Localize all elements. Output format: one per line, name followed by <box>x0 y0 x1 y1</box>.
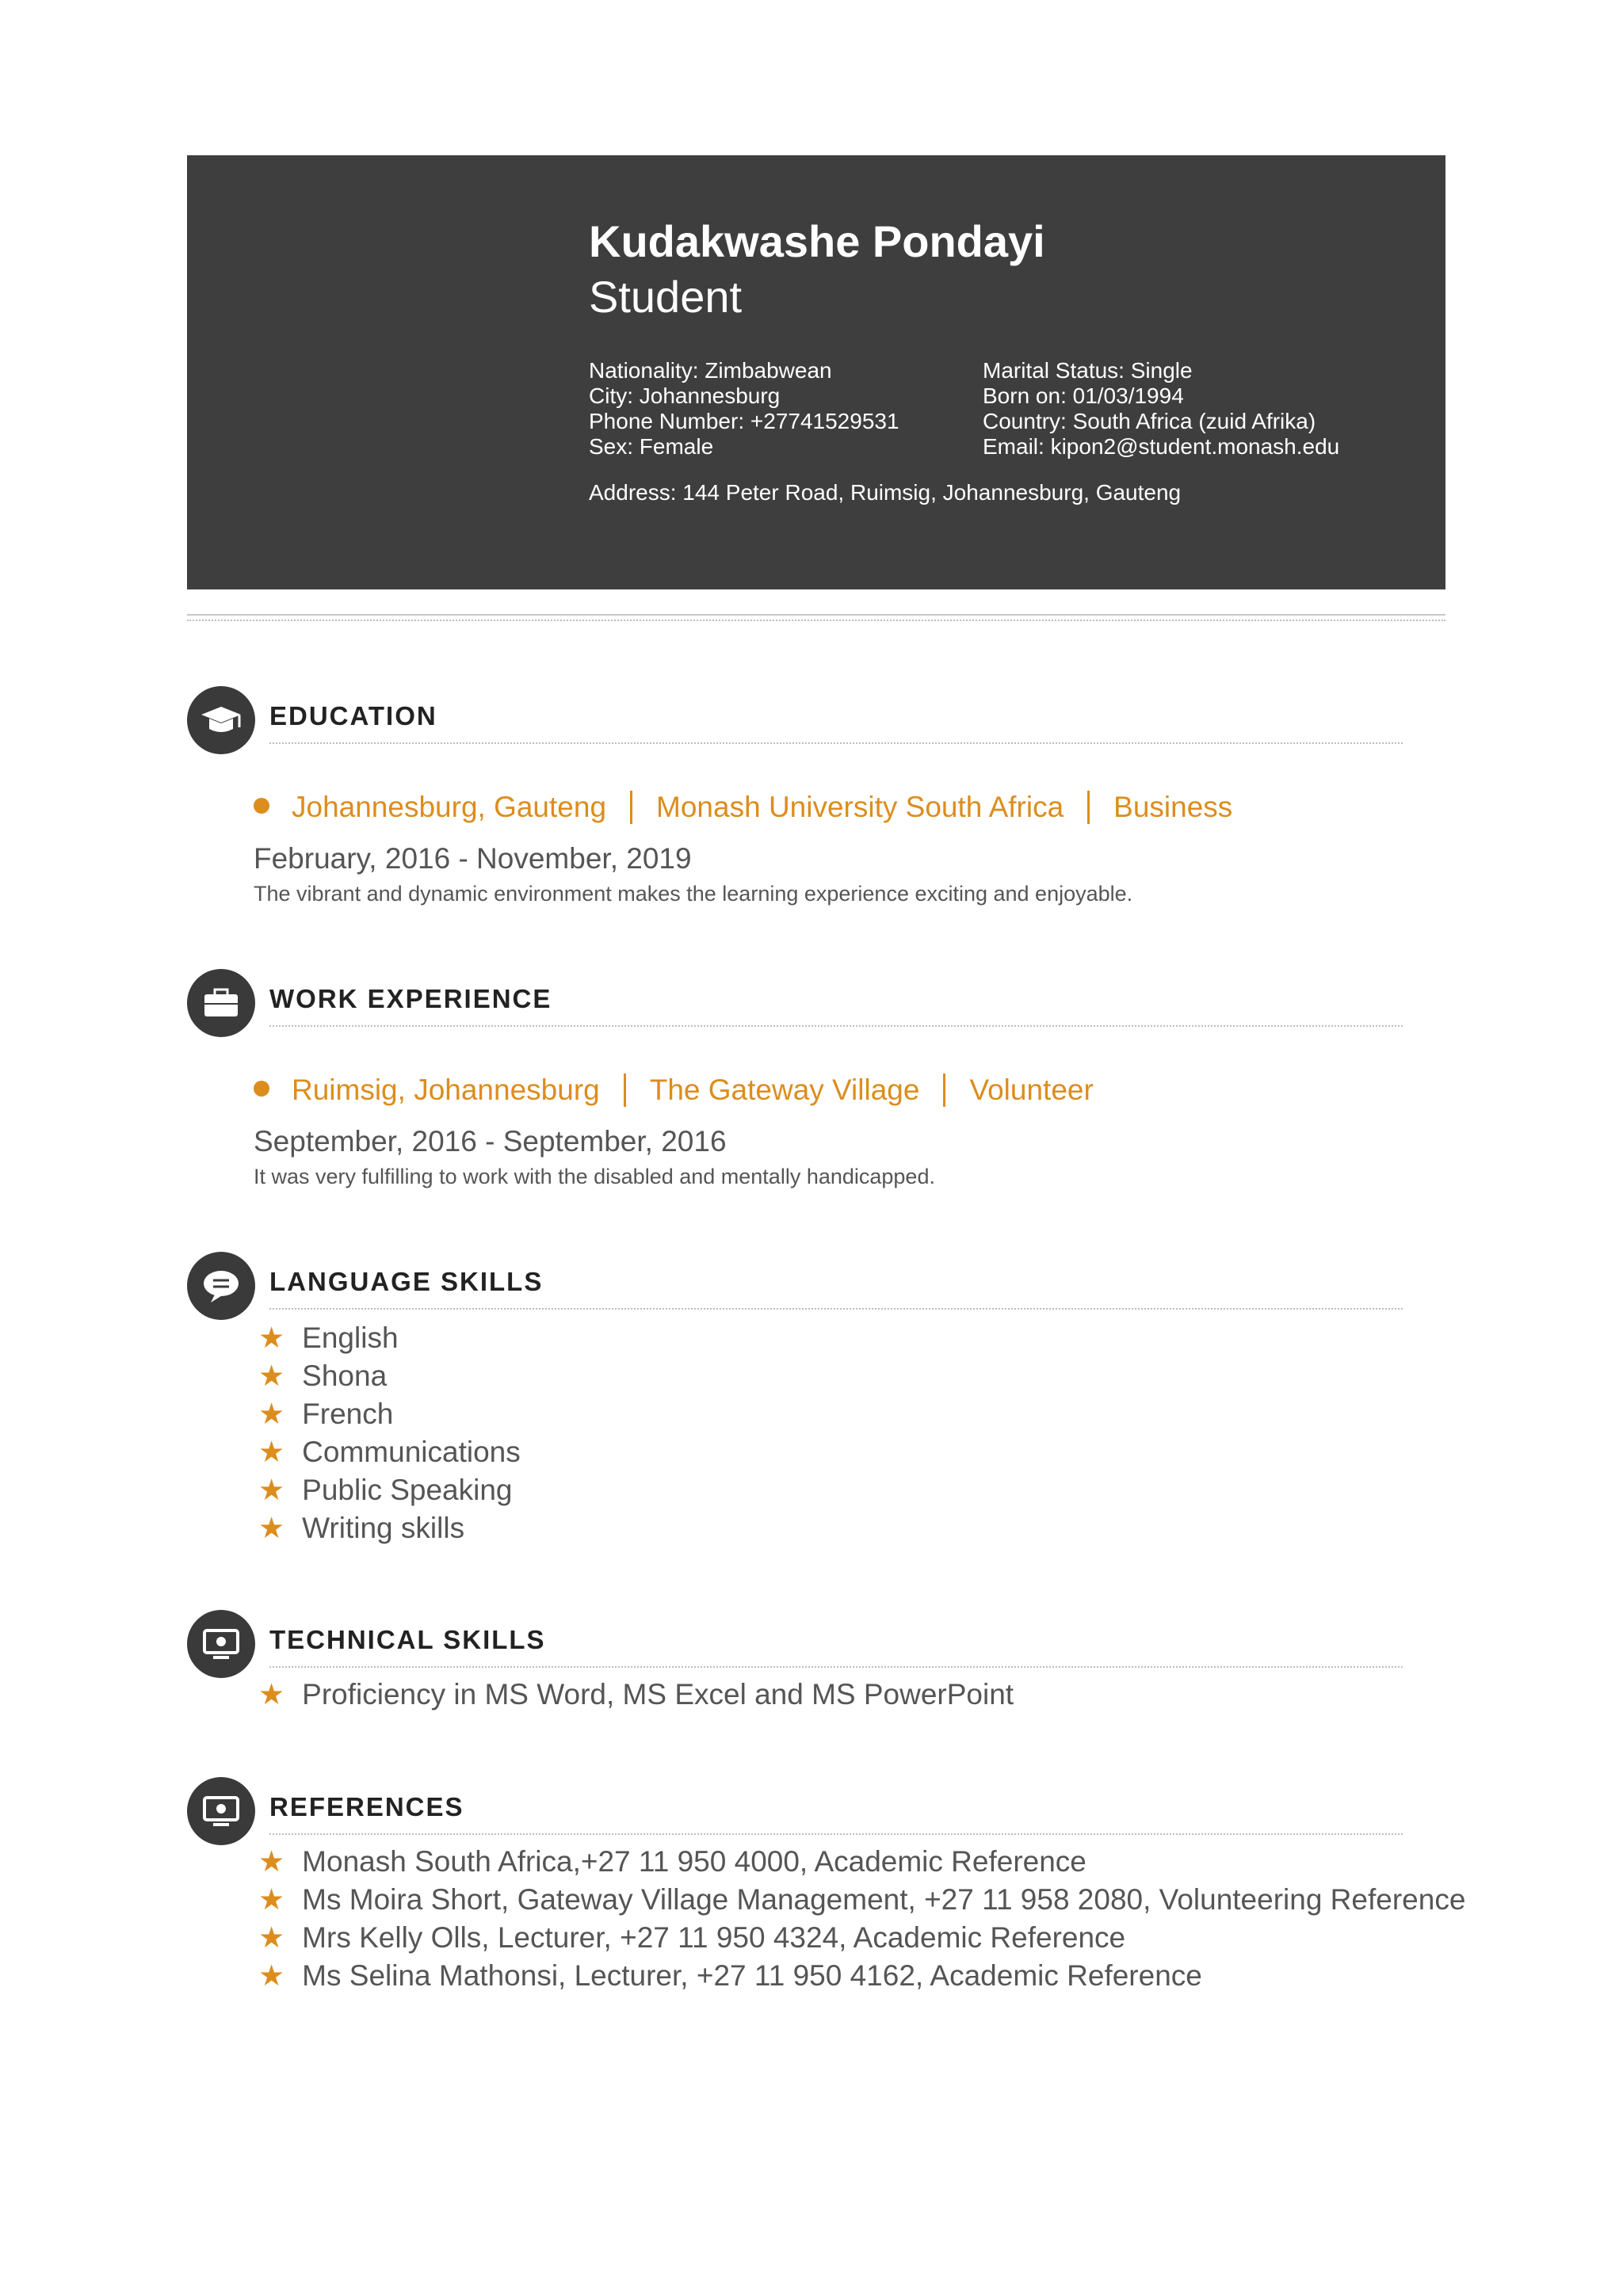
section-rule <box>269 742 1403 744</box>
country: Country: South Africa (zuid Afrika) <box>983 409 1316 433</box>
section-title-education: EDUCATION <box>269 701 437 730</box>
nationality: Nationality: Zimbabwean <box>589 358 832 383</box>
star-icon: ★ <box>258 1398 285 1430</box>
speech-bubble-icon <box>187 1252 255 1320</box>
education-description: The vibrant and dynamic environment makes the learning experience exciting and enjoyable. <box>254 882 1133 906</box>
pipe-divider <box>630 791 632 824</box>
section-rule <box>269 1308 1403 1310</box>
marital-status: Marital Status: Single <box>983 358 1193 383</box>
work-description: It was very fulfilling to work with the disabled and mentally handicapped. <box>254 1165 935 1188</box>
education-location: Johannesburg, Gauteng <box>292 791 607 823</box>
star-icon: ★ <box>258 1322 285 1354</box>
briefcase-icon <box>187 969 255 1037</box>
section-title-work: WORK EXPERIENCE <box>269 984 552 1013</box>
work-organization: The Gateway Village <box>649 1074 920 1106</box>
star-icon: ★ <box>258 1436 285 1468</box>
star-icon: ★ <box>258 1512 285 1544</box>
bullet-dot <box>254 1081 269 1097</box>
list-item: ★ Mrs Kelly Olls, Lecturer, +27 11 950 4324, Academic Reference <box>258 1921 1126 1954</box>
language-list <box>258 1319 521 1547</box>
star-icon: ★ <box>258 1360 285 1392</box>
star-icon: ★ <box>258 1959 285 1992</box>
bullet-dot <box>254 798 269 814</box>
info-left-column <box>589 358 899 460</box>
info-right-column <box>983 358 1339 460</box>
education-dates: February, 2016 - November, 2019 <box>254 842 692 875</box>
phone-number: Phone Number: +27741529531 <box>589 409 899 433</box>
list-item: ★ Writing skills <box>258 1512 465 1544</box>
education-entry-line <box>254 791 1232 826</box>
birth-date: Born on: 01/03/1994 <box>983 383 1184 408</box>
star-icon: ★ <box>258 1845 285 1878</box>
education-organization: Monash University South Africa <box>656 791 1064 823</box>
section-rule <box>269 1833 1403 1835</box>
work-location: Ruimsig, Johannesburg <box>292 1074 600 1106</box>
references-list <box>258 1843 1466 1995</box>
pipe-divider <box>624 1074 626 1107</box>
graduation-cap-icon <box>187 686 255 754</box>
star-icon: ★ <box>258 1474 285 1506</box>
email: Email: kipon2@student.monash.edu <box>983 434 1340 459</box>
work-dates: September, 2016 - September, 2016 <box>254 1125 727 1158</box>
list-item: ★ French <box>258 1398 394 1430</box>
list-item: ★ Monash South Africa,+27 11 950 4000, Academic Reference <box>258 1845 1086 1878</box>
section-rule <box>269 1025 1403 1027</box>
education-field: Business <box>1113 791 1233 823</box>
pipe-divider <box>943 1074 945 1107</box>
section-title-technical: TECHNICAL SKILLS <box>269 1625 546 1654</box>
header-panel <box>187 155 1445 589</box>
technical-list <box>258 1676 1014 1714</box>
work-role: Volunteer <box>969 1074 1094 1106</box>
monitor-icon <box>187 1777 255 1845</box>
list-item: ★ Ms Selina Mathonsi, Lecturer, +27 11 950 4162, Academic Reference <box>258 1959 1202 1992</box>
sex: Sex: Female <box>589 434 714 459</box>
star-icon: ★ <box>258 1678 285 1711</box>
header-divider-dotted <box>187 620 1445 621</box>
star-icon: ★ <box>258 1921 285 1954</box>
list-item: ★ Ms Moira Short, Gateway Village Management, +27 11 958 2080, Volunteering Reference <box>258 1883 1466 1916</box>
person-name: Kudakwashe Pondayi <box>589 216 1045 266</box>
star-icon: ★ <box>258 1883 285 1916</box>
section-title-references: REFERENCES <box>269 1792 464 1821</box>
person-title: Student <box>589 272 743 322</box>
list-item: ★ Proficiency in MS Word, MS Excel and MS PowerPoint <box>258 1678 1014 1711</box>
list-item: ★ Communications <box>258 1436 521 1468</box>
address: Address: 144 Peter Road, Ruimsig, Johannesburg, Gauteng <box>589 480 1182 505</box>
work-entry-line <box>254 1074 1094 1108</box>
section-rule <box>269 1666 1403 1668</box>
section-title-languages: LANGUAGE SKILLS <box>269 1267 544 1296</box>
monitor-icon <box>187 1610 255 1678</box>
list-item: ★ Shona <box>258 1360 388 1392</box>
list-item: ★ Public Speaking <box>258 1474 513 1506</box>
city: City: Johannesburg <box>589 383 781 408</box>
list-item: ★ English <box>258 1322 399 1354</box>
pipe-divider <box>1087 791 1090 824</box>
header-divider <box>187 614 1445 616</box>
